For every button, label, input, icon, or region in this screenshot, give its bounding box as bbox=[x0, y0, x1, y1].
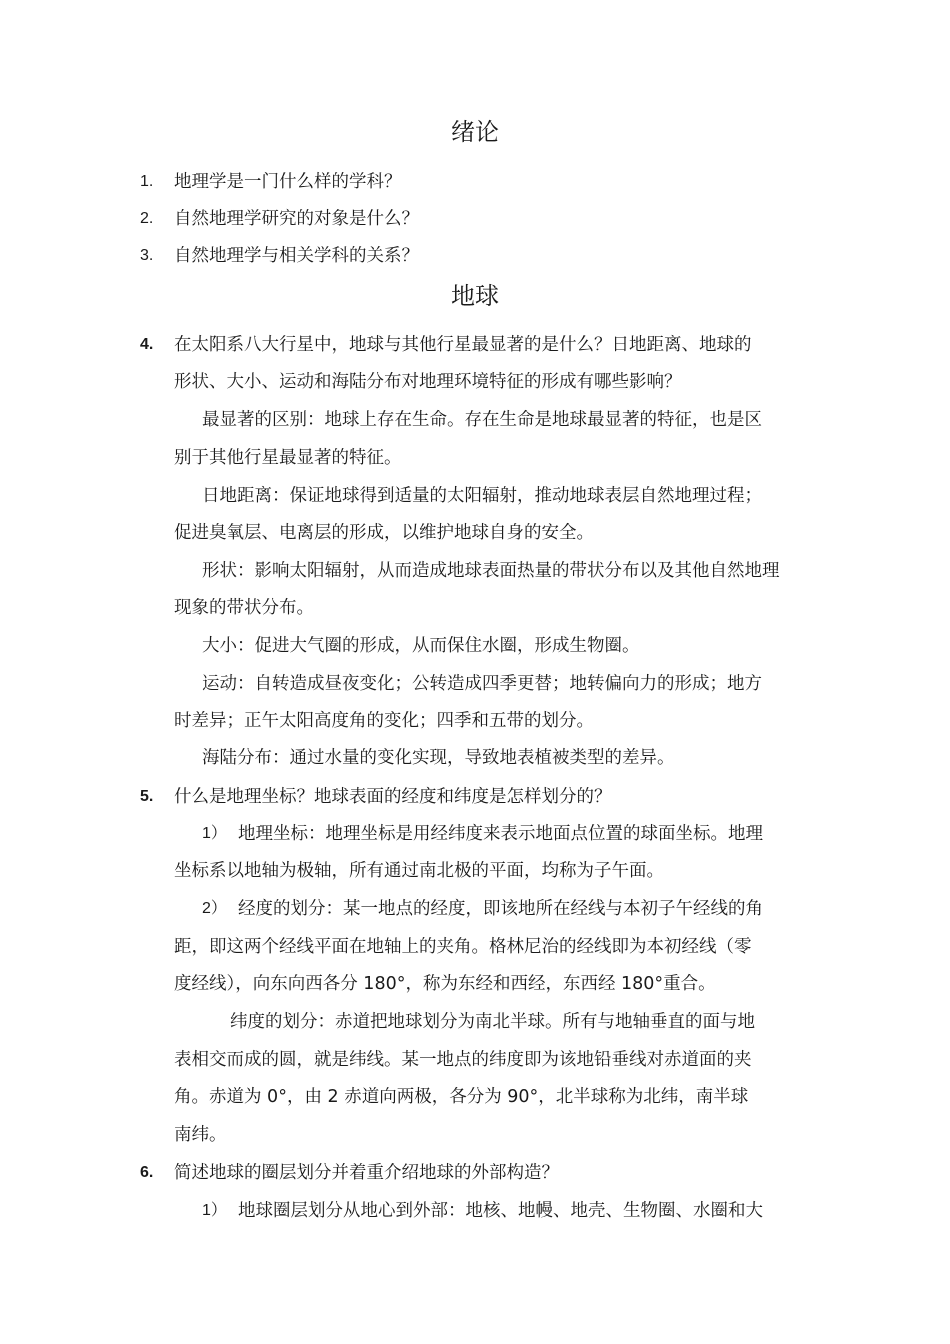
question-number: 3. bbox=[140, 247, 154, 264]
subitem-number: 1） bbox=[202, 1202, 227, 1219]
answer-line: 海陆分布：通过水量的变化实现，导致地表植被类型的差异。 bbox=[202, 748, 675, 768]
answer-line: 距，即这两个经线平面在地轴上的夹角。格林尼治的经线即为本初经线（零 bbox=[174, 937, 752, 957]
question-text: 什么是地理坐标？地球表面的经度和纬度是怎样划分的？ bbox=[174, 787, 612, 807]
question-text: 形状、大小、运动和海陆分布对地理环境特征的形成有哪些影响？ bbox=[174, 372, 682, 392]
question-number: 2. bbox=[140, 210, 154, 227]
question-number: 1. bbox=[140, 173, 154, 190]
answer-line: 度经线），向东向西各分 180°，称为东经和西经，东西经 180°重合。 bbox=[174, 974, 716, 994]
answer-line: 时差异；正午太阳高度角的变化；四季和五带的划分。 bbox=[174, 711, 594, 731]
section-title-introduction: 绪论 bbox=[451, 118, 499, 146]
answer-line: 运动：自转造成昼夜变化；公转造成四季更替；地转偏向力的形成；地方 bbox=[202, 674, 762, 694]
answer-line: 经度的划分：某一地点的经度，即该地所在经线与本初子午经线的角 bbox=[238, 899, 763, 919]
question-number: 4. bbox=[140, 336, 154, 353]
answer-line: 促进臭氧层、电离层的形成，以维护地球自身的安全。 bbox=[174, 523, 594, 543]
answer-line: 坐标系以地轴为极轴，所有通过南北极的平面，均称为子午面。 bbox=[174, 861, 664, 881]
question-text: 自然地理学研究的对象是什么？ bbox=[174, 209, 419, 229]
answer-line: 最显著的区别：地球上存在生命。存在生命是地球最显著的特征，也是区 bbox=[202, 410, 762, 430]
answer-line: 地理坐标：地理坐标是用经纬度来表示地面点位置的球面坐标。地理 bbox=[238, 824, 763, 844]
answer-line: 纬度的划分：赤道把地球划分为南北半球。所有与地轴垂直的面与地 bbox=[230, 1012, 755, 1032]
answer-line: 大小：促进大气圈的形成，从而保住水圈，形成生物圈。 bbox=[202, 636, 640, 656]
question-number: 6. bbox=[140, 1164, 154, 1181]
question-text: 自然地理学与相关学科的关系？ bbox=[174, 246, 419, 266]
answer-line: 形状：影响太阳辐射，从而造成地球表面热量的带状分布以及其他自然地理 bbox=[202, 561, 780, 581]
answer-line: 别于其他行星最显著的特征。 bbox=[174, 448, 402, 468]
question-text: 地理学是一门什么样的学科？ bbox=[174, 172, 402, 192]
subitem-number: 1） bbox=[202, 825, 227, 842]
question-text: 简述地球的圈层划分并着重介绍地球的外部构造？ bbox=[174, 1163, 559, 1183]
answer-line: 现象的带状分布。 bbox=[174, 598, 314, 618]
section-title-earth: 地球 bbox=[451, 282, 499, 310]
answer-line: 日地距离：保证地球得到适量的太阳辐射，推动地球表层自然地理过程； bbox=[202, 486, 762, 506]
question-number: 5. bbox=[140, 788, 154, 805]
question-text: 在太阳系八大行星中，地球与其他行星最显著的是什么？日地距离、地球的 bbox=[174, 335, 752, 355]
answer-line: 角。赤道为 0°，由 2 赤道向两极，各分为 90°，北半球称为北纬，南半球 bbox=[174, 1087, 749, 1107]
answer-line: 南纬。 bbox=[174, 1125, 227, 1145]
subitem-number: 2） bbox=[202, 900, 227, 917]
answer-line: 地球圈层划分从地心到外部：地核、地幔、地壳、生物圈、水圈和大 bbox=[238, 1201, 763, 1221]
answer-line: 表相交而成的圆，就是纬线。某一地点的纬度即为该地铅垂线对赤道面的夹 bbox=[174, 1050, 752, 1070]
